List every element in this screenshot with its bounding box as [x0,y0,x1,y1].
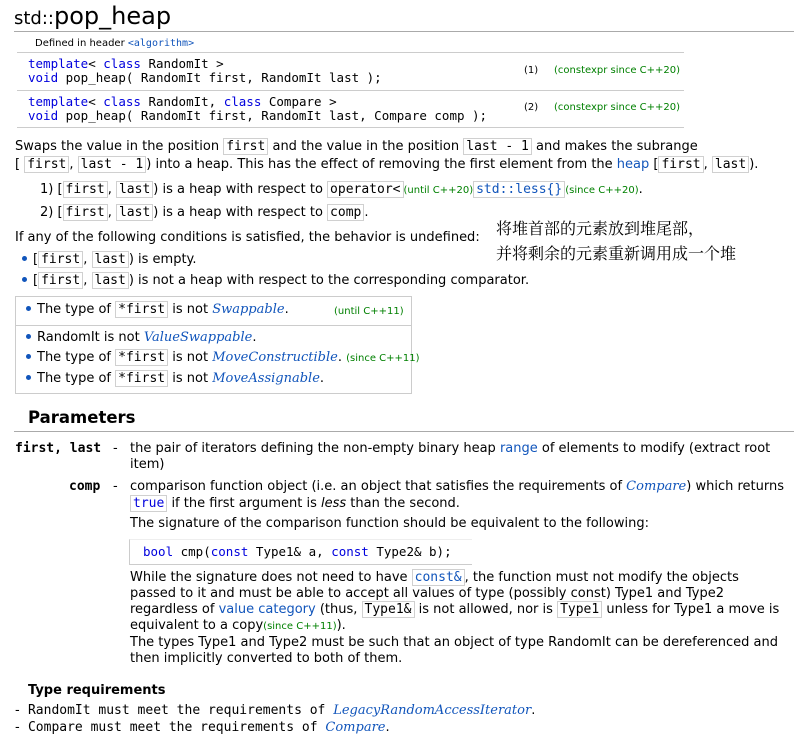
item-1: 1) [ first , last ) is a heap with respect to operator< (until C++20) std::less{} (since C++20). [40,182,643,197]
decl-1-line-2: void pop_heap( RandomIt first, RandomIt last ); [28,70,382,85]
decl-1-number: (1) [524,65,539,76]
title-name: pop_heap [54,2,172,30]
ub-box-row-3: The type of *first is not MoveConstructible. (since C++11) [26,350,420,365]
type-requirement-1: - RandomIt must meet the requirements of LegacyRandomAccessIterator. [15,703,536,718]
bullet-icon [26,354,31,359]
type-requirements-heading: Type requirements [28,683,166,698]
box-divider [16,325,411,326]
param-comp-desc-3: The signature of the comparison function should be equivalent to the following: [130,516,649,531]
defined-in-header: Defined in header <algorithm> [35,38,195,49]
range-link[interactable]: range [499,441,538,456]
decl-2-since: (constexpr since C++20) [554,102,681,113]
until-cpp11-mark: (until C++11) [334,306,404,317]
legacy-random-access-iterator-link[interactable]: LegacyRandomAccessIterator [333,703,532,718]
ub-bullet-2: [ first , last ) is not a heap with respect to the corresponding comparator. [22,273,529,288]
bullet-icon [26,334,31,339]
comp-note-line-1: While the signature does not need to have const& , the function must not modify the objects [130,570,739,585]
param-first-last-desc-1: the pair of iterators defining the non-empty binary heap range of elements to modify (extract root [130,441,771,456]
param-first-last-name: first, last [15,441,102,456]
title-divider [14,31,794,32]
param-dash: - [113,479,118,494]
comp-note-line-3: regardless of value category (thus, Type1& is not allowed, nor is Type1 unless for Type1 a move is [130,602,780,617]
param-comp-desc-2: true if the first argument is less than the second. [130,496,460,511]
ub-box-row-1: The type of *first is not Swappable. [26,302,289,317]
chinese-annotation: 将堆首部的元素放到堆尾部， 并将剩余的元素重新调用成一个堆 [496,219,737,263]
decl-2-number: (2) [524,102,539,113]
description-line-2: [ first , last - 1 ) into a heap. This has the effect of removing the first element from the heap [ first , last ). [15,157,759,172]
decl-2-line-1: template< class RandomIt, class Compare > [28,94,337,109]
comp-note-line-4: equivalent to a copy(since C++11)). [130,618,346,633]
signature-code: bool cmp(const Type1& a, const Type2& b); [143,544,452,559]
ub-intro: If any of the following conditions is satisfied, the behavior is undefined: [15,230,480,245]
signature-code-box [129,539,472,565]
decl-1-since: (constexpr since C++20) [554,65,681,76]
decl-1-line-1: template< class RandomIt > [28,56,224,71]
bullet-icon [26,306,31,311]
requirements-box [15,296,420,394]
title-namespace: std:: [14,8,54,29]
header-link[interactable]: <algorithm> [127,38,195,49]
item-2: 2) [ first , last ) is a heap with respect to comp . [40,205,369,220]
ub-bullet-1: [ first , last ) is empty. [22,252,197,267]
parameters-divider [14,431,794,432]
heap-link[interactable]: heap [616,157,650,172]
types-note-line-1: The types Type1 and Type2 must be such that an object of type RandomIt can be dereferenced and [130,635,779,650]
operator-less-code[interactable]: operator< [327,181,403,198]
valueswappable-link[interactable]: ValueSwappable [143,330,253,345]
param-comp-name: comp [69,479,101,494]
value-category-link[interactable]: value category [218,602,316,617]
moveassignable-link[interactable]: MoveAssignable [212,371,320,386]
page-title [14,2,171,30]
declaration-2 [17,90,684,128]
types-note-line-2: then implicitly converted to both of them. [130,651,403,666]
bullet-icon [26,375,31,380]
decl-2-line-2: void pop_heap( RandomIt first, RandomIt last, Compare comp ); [28,108,488,123]
bullet-icon [22,277,27,282]
comp-note-line-2: passed to it and must be able to accept all values of type (possibly const) Type1 and Type2 [130,586,725,601]
param-first-last-desc-2: item) [130,457,165,472]
param-comp-desc-1: comparison function object (i.e. an object that satisfies the requirements of Compare) which returns [130,479,784,494]
ub-box-row-2: RandomIt is not ValueSwappable. [26,330,257,345]
std-less-link[interactable]: std::less{} [473,181,565,198]
swappable-link[interactable]: Swappable [212,302,285,317]
parameters-heading: Parameters [28,408,136,427]
description-line-1: Swaps the value in the position first and the value in the position last - 1 and makes the subrange [15,139,698,154]
declaration-1 [17,52,684,90]
type-requirement-2: - Compare must meet the requirements of Compare. [15,720,390,735]
ub-box-row-4: The type of *first is not MoveAssignable. [26,371,324,386]
param-dash: - [113,441,118,456]
moveconstructible-link[interactable]: MoveConstructible [212,350,338,365]
since-cpp11-mark: (since C++11) [346,353,420,364]
bullet-icon [22,256,27,261]
compare-requirement-link[interactable]: Compare [325,720,386,735]
compare-link[interactable]: Compare [626,479,687,494]
